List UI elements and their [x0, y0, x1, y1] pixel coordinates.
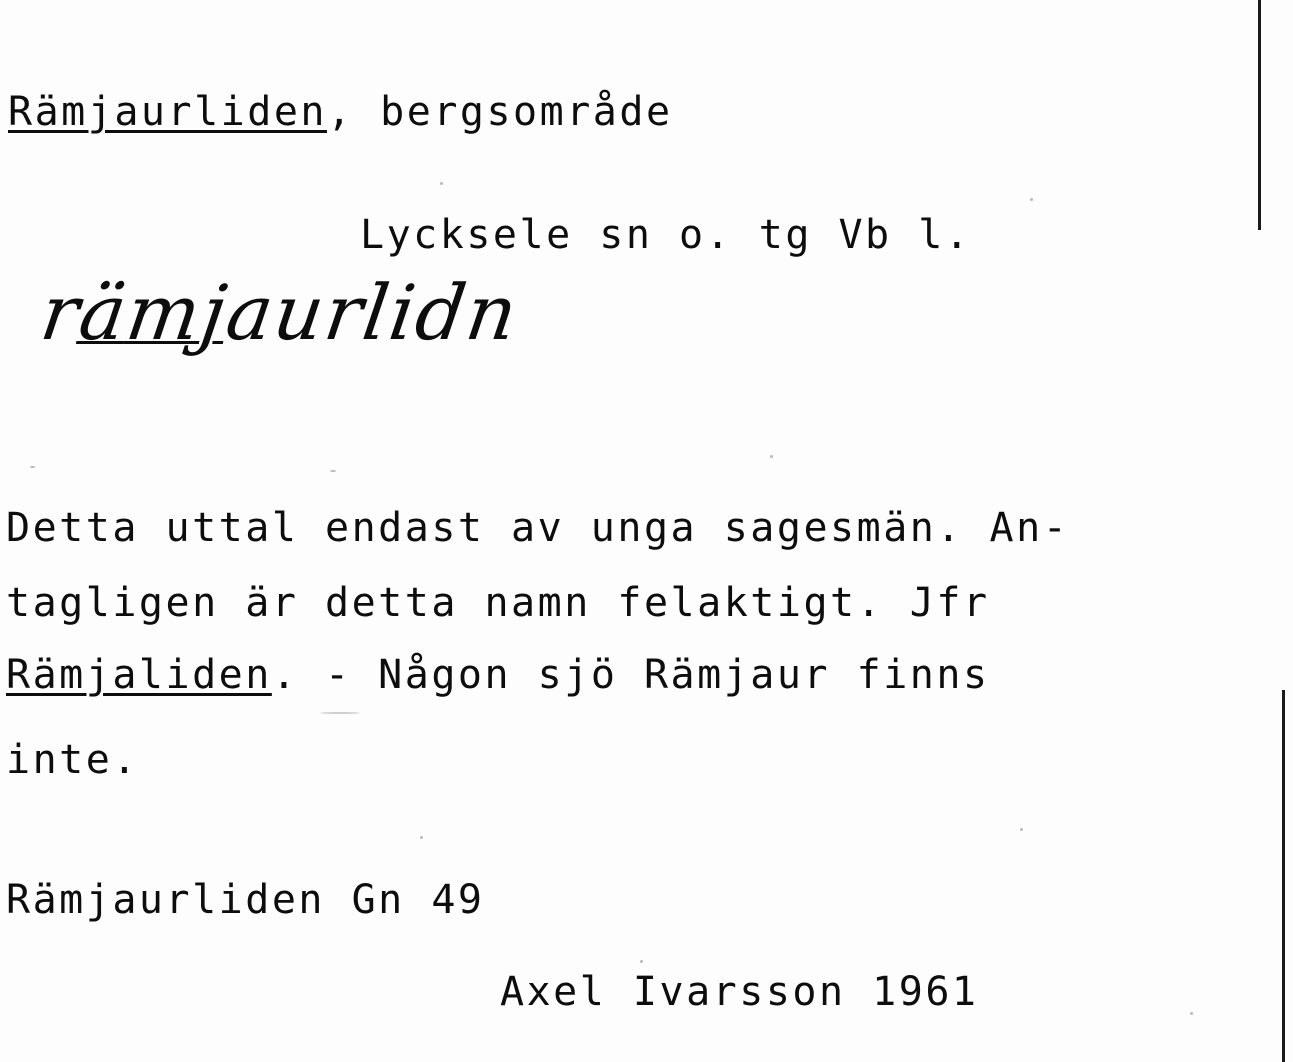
ink-speckle: [640, 960, 643, 963]
headword-line: [8, 89, 673, 135]
headword-qualifier: , bergsområde: [326, 89, 673, 135]
source-reference: Rämjaurliden Gn 49: [6, 877, 485, 923]
handwritten-part-underlined: ä: [74, 268, 134, 357]
body-line-3-rest: . - Någon sjö Rämjaur finns: [271, 652, 990, 698]
handwritten-part-before: r: [35, 268, 87, 357]
handwritten-part-middle: mj: [121, 268, 234, 357]
card-edge-rule-top: [1258, 0, 1261, 230]
ink-speckle: [1030, 198, 1033, 201]
ink-speckle: [420, 836, 423, 839]
signature-line: Axel Ivarsson 1961: [500, 969, 979, 1015]
body-line-1: Detta uttal endast av unga sagesmän. An-: [6, 505, 1070, 551]
body-line-3: [6, 652, 990, 698]
headword-term: Rämjaurliden: [8, 89, 327, 135]
body-line-2: tagligen är detta namn felaktigt. Jfr: [6, 580, 990, 626]
ink-speckle: [770, 455, 773, 458]
ink-speckle: [330, 470, 336, 472]
cross-reference-term: Rämjaliden: [6, 652, 272, 698]
ink-speckle: [30, 466, 35, 468]
ink-speckle: [1190, 1012, 1193, 1015]
ink-speckle: [440, 182, 443, 185]
card-edge-rule-bottom: [1282, 690, 1285, 1062]
body-line-4: inte.: [6, 737, 139, 783]
ink-speckle: [320, 712, 360, 714]
parish-line: Lycksele sn o. tg Vb l.: [360, 212, 972, 258]
ink-speckle: [1020, 828, 1023, 831]
handwritten-pronunciation: [36, 268, 525, 357]
handwritten-part-rest: aurlidn: [221, 268, 525, 357]
